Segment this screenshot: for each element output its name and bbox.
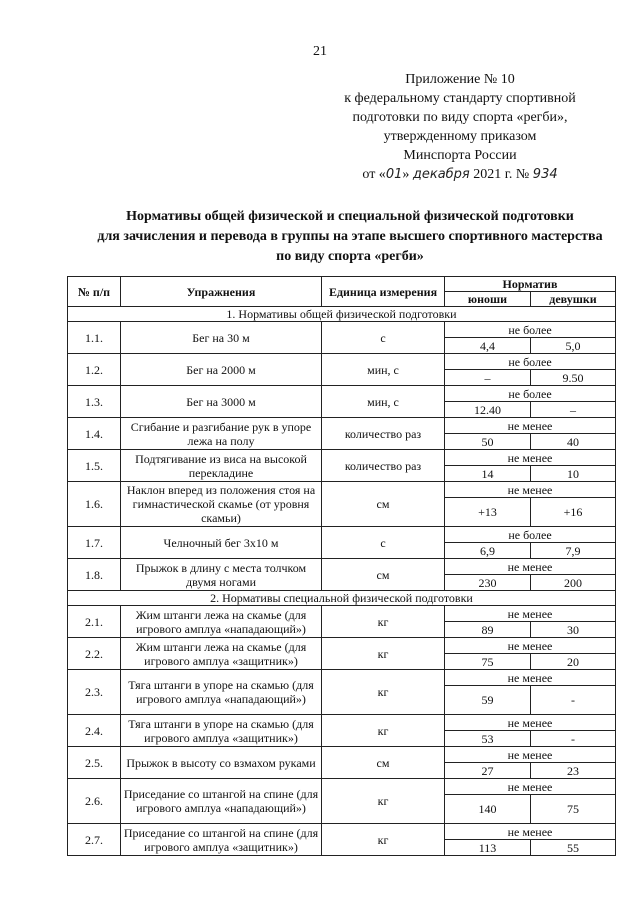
header-norm: Норматив xyxy=(445,277,616,292)
table-row xyxy=(68,606,616,622)
appendix-line-2: к федеральному стандарту спортивной xyxy=(344,91,576,106)
row-condition: не более xyxy=(445,354,616,370)
row-unit: кг xyxy=(322,824,445,856)
date-year: 2021 г. № xyxy=(469,167,533,182)
row-exercise: Прыжок в длину с места толчком двумя ногами xyxy=(121,559,322,591)
page-number: 21 xyxy=(313,44,327,59)
row-boys-value: 12.40 xyxy=(445,402,531,418)
order-number: 934 xyxy=(532,167,558,182)
row-girls-value: 30 xyxy=(531,622,616,638)
table-row xyxy=(68,450,616,466)
appendix-line-4: утвержденному приказом xyxy=(383,129,537,144)
row-num: 2.1. xyxy=(68,606,121,638)
row-exercise: Наклон вперед из положения стоя на гимнастической скамье (от уровня скамьи) xyxy=(121,482,322,527)
row-unit: с xyxy=(322,527,445,559)
document-title xyxy=(60,207,640,267)
row-condition: не менее xyxy=(445,747,616,763)
appendix-line-3: подготовки по виду спорта «регби», xyxy=(352,110,568,125)
row-num: 1.3. xyxy=(68,386,121,418)
row-num: 2.2. xyxy=(68,638,121,670)
row-girls-value: - xyxy=(531,686,616,715)
header-girls: девушки xyxy=(531,292,616,307)
row-boys-value: 4,4 xyxy=(445,338,531,354)
row-num: 1.1. xyxy=(68,322,121,354)
row-condition: не более xyxy=(445,386,616,402)
table-row xyxy=(68,527,616,543)
row-num: 2.7. xyxy=(68,824,121,856)
row-condition: не менее xyxy=(445,779,616,795)
row-girls-value: 200 xyxy=(531,575,616,591)
row-exercise: Жим штанги лежа на скамье (для игрового амплуа «нападающий») xyxy=(121,606,322,638)
row-boys-value: 53 xyxy=(445,731,531,747)
header-exercise: Упражнения xyxy=(121,277,322,307)
row-num: 2.4. xyxy=(68,715,121,747)
date-prefix: от « xyxy=(362,167,386,182)
row-condition: не менее xyxy=(445,418,616,434)
row-boys-value: 113 xyxy=(445,840,531,856)
row-girls-value: 75 xyxy=(531,795,616,824)
row-unit: количество раз xyxy=(322,450,445,482)
row-boys-value: 75 xyxy=(445,654,531,670)
table-row xyxy=(68,779,616,795)
row-condition: не менее xyxy=(445,450,616,466)
row-girls-value: +16 xyxy=(531,498,616,527)
row-unit: кг xyxy=(322,638,445,670)
section-row xyxy=(68,307,616,322)
row-boys-value: 140 xyxy=(445,795,531,824)
date-day: 01 xyxy=(385,167,403,182)
row-girls-value: – xyxy=(531,402,616,418)
table-row xyxy=(68,715,616,731)
section-title: 2. Нормативы специальной физической подготовки xyxy=(68,591,616,606)
row-num: 1.7. xyxy=(68,527,121,559)
row-boys-value: 230 xyxy=(445,575,531,591)
norms-table xyxy=(67,276,616,856)
row-boys-value: 14 xyxy=(445,466,531,482)
header-num: № п/п xyxy=(68,277,121,307)
row-num: 2.5. xyxy=(68,747,121,779)
row-num: 1.5. xyxy=(68,450,121,482)
row-exercise: Бег на 3000 м xyxy=(121,386,322,418)
row-boys-value: 6,9 xyxy=(445,543,531,559)
row-condition: не более xyxy=(445,527,616,543)
row-unit: с xyxy=(322,322,445,354)
row-boys-value: +13 xyxy=(445,498,531,527)
date-mid: » xyxy=(402,167,413,182)
row-exercise: Челночный бег 3х10 м xyxy=(121,527,322,559)
row-girls-value: 10 xyxy=(531,466,616,482)
appendix-header xyxy=(300,70,620,184)
table-row xyxy=(68,824,616,840)
row-num: 2.6. xyxy=(68,779,121,824)
appendix-date-line xyxy=(300,165,620,184)
title-line-1: Нормативы общей физической и специальной физической подготовки xyxy=(126,209,574,224)
table-row xyxy=(68,322,616,338)
row-num: 1.8. xyxy=(68,559,121,591)
row-exercise: Бег на 2000 м xyxy=(121,354,322,386)
row-girls-value: 40 xyxy=(531,434,616,450)
row-exercise: Жим штанги лежа на скамье (для игрового амплуа «защитник») xyxy=(121,638,322,670)
row-condition: не менее xyxy=(445,824,616,840)
row-num: 1.2. xyxy=(68,354,121,386)
section-title: 1. Нормативы общей физической подготовки xyxy=(68,307,616,322)
row-exercise: Сгибание и разгибание рук в упоре лежа на полу xyxy=(121,418,322,450)
row-condition: не менее xyxy=(445,638,616,654)
appendix-line-5: Минспорта России xyxy=(403,148,517,163)
row-exercise: Приседание со штангой на спине (для игрового амплуа «нападающий») xyxy=(121,779,322,824)
table-row xyxy=(68,418,616,434)
row-girls-value: 5,0 xyxy=(531,338,616,354)
row-girls-value: 20 xyxy=(531,654,616,670)
row-unit: мин, с xyxy=(322,354,445,386)
row-unit: кг xyxy=(322,606,445,638)
row-unit: кг xyxy=(322,779,445,824)
row-unit: см xyxy=(322,559,445,591)
title-line-3: по виду спорта «регби» xyxy=(276,249,424,264)
row-unit: см xyxy=(322,747,445,779)
row-boys-value: 59 xyxy=(445,686,531,715)
row-exercise: Тяга штанги в упоре на скамью (для игрового амплуа «нападающий») xyxy=(121,670,322,715)
row-boys-value: – xyxy=(445,370,531,386)
table-row xyxy=(68,354,616,370)
title-line-2: для зачисления и перевода в группы на этапе высшего спортивного мастерства xyxy=(97,229,603,244)
row-condition: не менее xyxy=(445,606,616,622)
row-unit: кг xyxy=(322,715,445,747)
row-unit: кг xyxy=(322,670,445,715)
table-row xyxy=(68,747,616,763)
table-row xyxy=(68,559,616,575)
row-unit: мин, с xyxy=(322,386,445,418)
row-condition: не менее xyxy=(445,670,616,686)
row-unit: см xyxy=(322,482,445,527)
row-exercise: Тяга штанги в упоре на скамью (для игрового амплуа «защитник») xyxy=(121,715,322,747)
row-exercise: Прыжок в высоту со взмахом руками xyxy=(121,747,322,779)
table-row xyxy=(68,638,616,654)
row-boys-value: 27 xyxy=(445,763,531,779)
row-boys-value: 50 xyxy=(445,434,531,450)
row-num: 1.6. xyxy=(68,482,121,527)
appendix-line-1: Приложение № 10 xyxy=(405,72,515,87)
row-unit: количество раз xyxy=(322,418,445,450)
row-exercise: Бег на 30 м xyxy=(121,322,322,354)
row-num: 1.4. xyxy=(68,418,121,450)
row-condition: не менее xyxy=(445,482,616,498)
table-row xyxy=(68,670,616,686)
header-unit: Единица измерения xyxy=(322,277,445,307)
row-condition: не менее xyxy=(445,715,616,731)
table-row xyxy=(68,386,616,402)
row-condition: не менее xyxy=(445,559,616,575)
section-row xyxy=(68,591,616,606)
row-girls-value: 23 xyxy=(531,763,616,779)
header-boys: юноши xyxy=(445,292,531,307)
table-row xyxy=(68,482,616,498)
row-exercise: Приседание со штангой на спине (для игрового амплуа «защитник») xyxy=(121,824,322,856)
table-body xyxy=(68,307,616,856)
row-condition: не более xyxy=(445,322,616,338)
row-girls-value: - xyxy=(531,731,616,747)
row-girls-value: 9.50 xyxy=(531,370,616,386)
row-num: 2.3. xyxy=(68,670,121,715)
row-boys-value: 89 xyxy=(445,622,531,638)
date-month: декабря xyxy=(412,167,470,182)
row-girls-value: 55 xyxy=(531,840,616,856)
row-exercise: Подтягивание из виса на высокой перекладине xyxy=(121,450,322,482)
row-girls-value: 7,9 xyxy=(531,543,616,559)
